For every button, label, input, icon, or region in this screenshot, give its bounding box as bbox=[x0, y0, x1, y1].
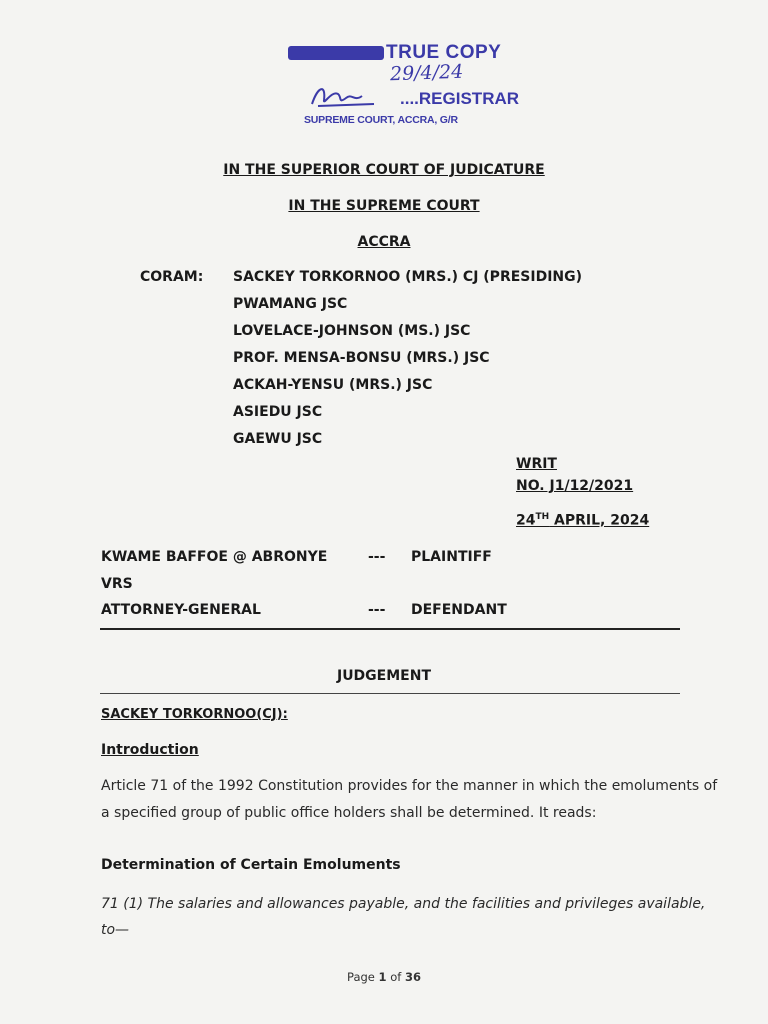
plaintiff-name: KWAME BAFFOE @ ABRONYE bbox=[101, 549, 328, 565]
quote-line: 71 (1) The salaries and allowances payable, and the facilities and privileges available, bbox=[101, 896, 706, 912]
coram-judge: ASIEDU JSC bbox=[233, 404, 323, 420]
coram-judge: SACKEY TORKORNOO (MRS.) CJ (PRESIDING) bbox=[233, 269, 583, 285]
stamp-handwritten-date: 29/4/24 bbox=[389, 60, 464, 86]
coram-judge: GAEWU JSC bbox=[233, 431, 323, 447]
writ-label: WRIT bbox=[516, 456, 557, 472]
defendant-name: ATTORNEY-GENERAL bbox=[101, 602, 261, 618]
paragraph-line: Article 71 of the 1992 Constitution provides for the manner in which the emoluments of bbox=[101, 778, 718, 794]
stamp-certified bbox=[288, 42, 501, 64]
coram-judge: ACKAH-YENSU (MRS.) JSC bbox=[233, 377, 433, 393]
quote-line: to— bbox=[101, 922, 130, 938]
defendant-dash: --- bbox=[368, 602, 386, 618]
paragraph-line: a specified group of public office holders shall be determined. It reads: bbox=[101, 805, 597, 821]
court-location: ACCRA bbox=[357, 234, 411, 250]
coram-label: CORAM: bbox=[140, 269, 204, 285]
stamp-registrar: ....REGISTRAR bbox=[400, 89, 520, 108]
subheading: Determination of Certain Emoluments bbox=[101, 857, 401, 873]
judgement-title: JUDGEMENT bbox=[336, 668, 431, 684]
plaintiff-dash: --- bbox=[368, 549, 386, 565]
versus: VRS bbox=[101, 576, 133, 592]
divider bbox=[100, 628, 680, 630]
page-footer: Page 1 of 36 bbox=[347, 970, 421, 984]
judgement-date: 24TH APRIL, 2024 bbox=[516, 512, 650, 529]
court-subtitle: IN THE SUPREME COURT bbox=[288, 198, 480, 214]
stamp-certified-text: TRUE COPY bbox=[386, 42, 502, 63]
section-heading: Introduction bbox=[101, 742, 199, 758]
signature-icon bbox=[308, 80, 378, 110]
coram-judge: PWAMANG JSC bbox=[233, 296, 348, 312]
plaintiff-role: PLAINTIFF bbox=[411, 549, 492, 565]
stamp-court: SUPREME COURT, ACCRA, G/R bbox=[304, 114, 458, 126]
writ-number: NO. J1/12/2021 bbox=[516, 478, 634, 494]
court-title: IN THE SUPERIOR COURT OF JUDICATURE bbox=[223, 162, 545, 178]
coram-judge: LOVELACE-JOHNSON (MS.) JSC bbox=[233, 323, 471, 339]
divider bbox=[100, 693, 680, 694]
judgement-author: SACKEY TORKORNOO(CJ): bbox=[101, 707, 288, 722]
coram-judge: PROF. MENSA-BONSU (MRS.) JSC bbox=[233, 350, 490, 366]
defendant-role: DEFENDANT bbox=[411, 602, 507, 618]
certification-stamp bbox=[280, 42, 530, 132]
